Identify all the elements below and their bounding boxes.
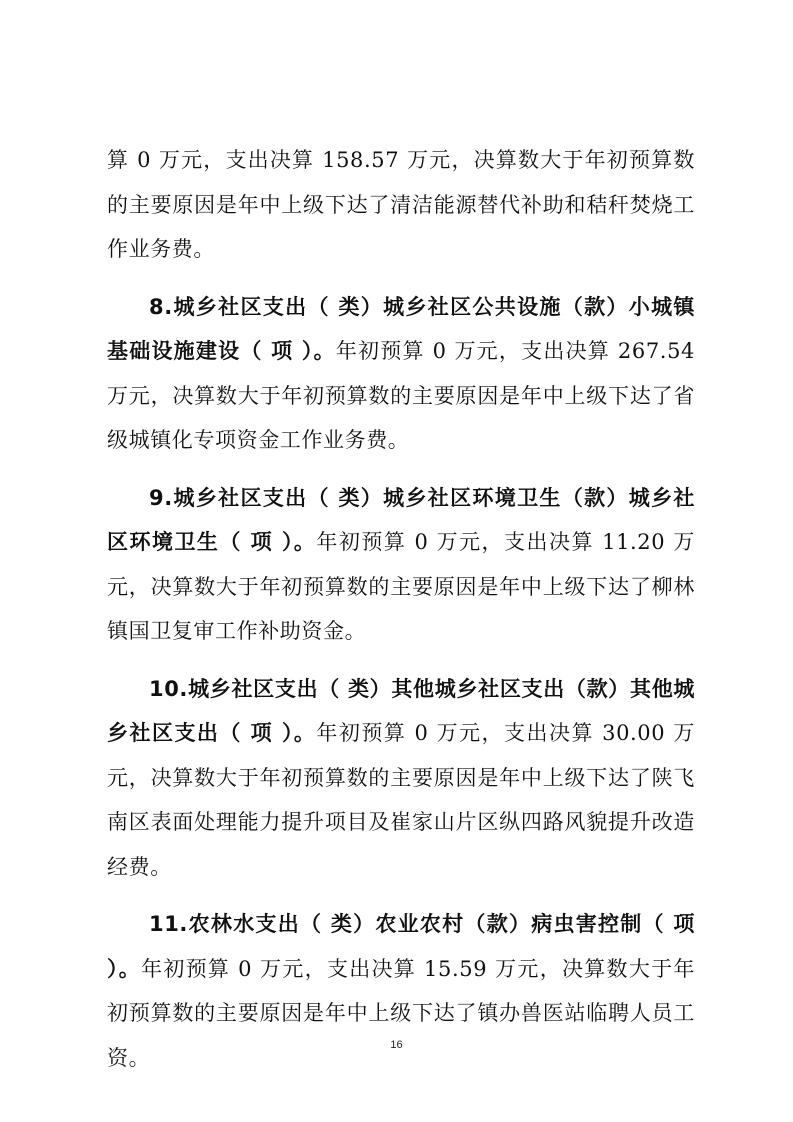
paragraph-heading: 11.农林水支出（ 类）农业农村（款）病虫害控制（ 项 ）。 — [107, 912, 695, 981]
paragraph-item-11 — [107, 902, 695, 1080]
paragraph-body: 算 0 万元，支出决算 158.57 万元，决算数大于年初预算数的主要原因是年中上级下达了清洁能源替代补助和秸秆焚烧工作业务费。 — [107, 148, 695, 261]
paragraph-item-9 — [107, 476, 695, 654]
page-number: 16 — [390, 1039, 403, 1051]
document-body — [107, 138, 695, 1080]
paragraph-heading: 10.城乡社区支出（ 类）其他城乡社区支出（款）其他城乡社区支出（ 项 ）。 — [107, 676, 695, 745]
paragraph-heading: 8.城乡社区支出（ 类）城乡社区公共设施（款）小城镇基础设施建设（ 项 ）。 — [107, 294, 695, 363]
paragraph-item-10 — [107, 667, 695, 890]
paragraph-body: 年初预算 0 万元，支出决算 30.00 万元，决算数大于年初预算数的主要原因是年中上级下达了陕飞南区表面处理能力提升项目及崔家山片区纵四路风貌提升改造经费。 — [107, 721, 695, 879]
paragraph-body: 年初预算 0 万元，支出决算 267.54 万元，决算数大于年初预算数的主要原因是年中上级下达了省级城镇化专项资金工作业务费。 — [107, 339, 696, 452]
paragraph-item-8 — [107, 285, 695, 463]
paragraph-continuation — [107, 138, 695, 272]
paragraph-heading: 9.城乡社区支出（ 类）城乡社区环境卫生（款）城乡社区环境卫生（ 项 ）。 — [107, 485, 695, 554]
paragraph-body: 年初预算 0 万元，支出决算 15.59 万元，决算数大于年初预算数的主要原因是年中上级下达了镇办兽医站临聘人员工资。 — [107, 956, 695, 1070]
paragraph-body: 年初预算 0 万元，支出决算 11.20 万元，决算数大于年初预算数的主要原因是年中上级下达了柳林镇国卫复审工作补助资金。 — [107, 530, 695, 643]
